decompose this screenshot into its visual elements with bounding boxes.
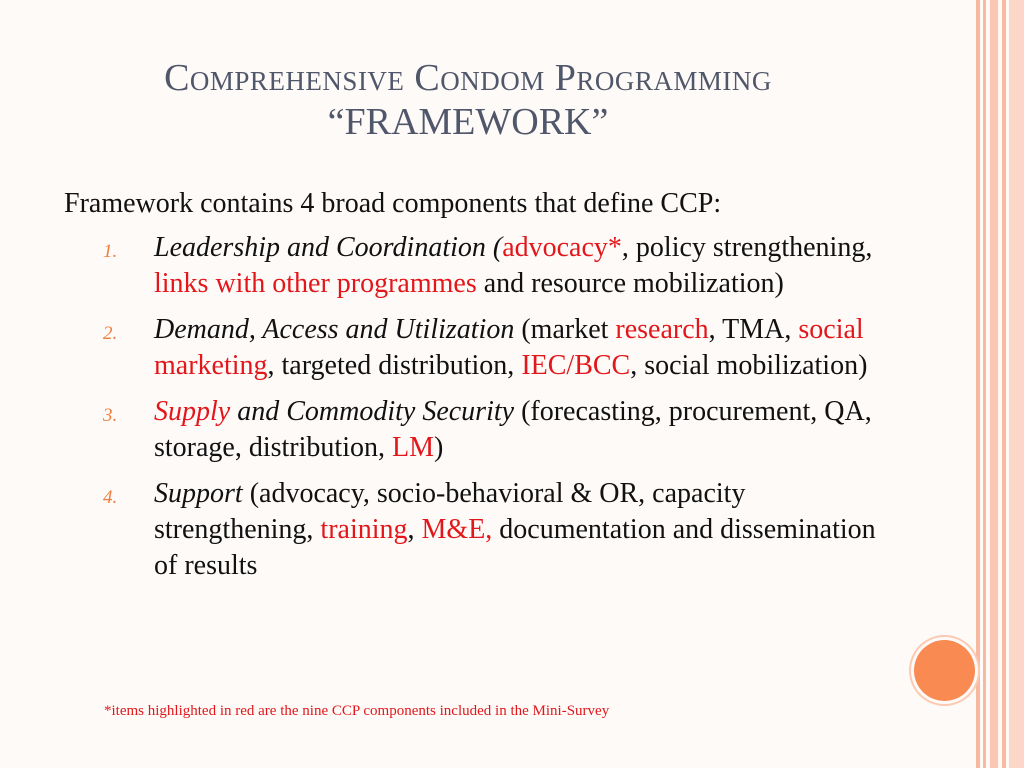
item-number: 1. <box>103 241 118 262</box>
item-text: , targeted distribution, <box>267 350 522 381</box>
item-heading: and Commodity Security <box>230 396 515 427</box>
footnote-star: * <box>104 703 112 719</box>
item-heading: Leadership and Coordination ( <box>154 232 503 263</box>
item-text: (forecasting, procurement, QA, storage, distribution, <box>154 396 872 463</box>
list-item <box>64 394 904 466</box>
item-text: (market <box>514 314 616 345</box>
highlighted-text: research <box>615 314 709 345</box>
item-text: , social mobilization) <box>630 350 868 381</box>
item-heading: Support <box>154 478 243 509</box>
slide-title <box>0 56 936 144</box>
item-text: and resource mobilization) <box>476 268 784 299</box>
title-line-1: Comprehensive Condom Programming <box>164 57 772 99</box>
highlighted-text: Supply <box>154 396 231 427</box>
list-item <box>64 230 904 302</box>
edge-stripe <box>976 0 980 768</box>
item-text: (advocacy, socio-behavioral & OR, capacity strengthening, <box>154 478 746 545</box>
intro-text: Framework contains 4 broad components that define CCP: <box>64 188 722 219</box>
item-number: 2. <box>103 323 118 344</box>
highlighted-text: LM <box>391 432 434 463</box>
item-number: 3. <box>103 405 118 426</box>
title-line-2: “FRAMEWORK” <box>327 101 609 143</box>
highlighted-text: links with other programmes <box>154 268 477 299</box>
item-text: , <box>407 514 422 545</box>
component-list <box>64 230 904 584</box>
footnote <box>104 702 609 720</box>
highlighted-text: IEC/BCC <box>521 350 631 381</box>
item-text: ) <box>433 432 444 463</box>
edge-stripe <box>990 0 998 768</box>
item-text: , TMA, <box>708 314 799 345</box>
footnote-text: items highlighted in red are the nine CCP components included in the Mini-Survey <box>111 703 610 719</box>
item-text: documentation and dissemination of results <box>154 514 876 581</box>
edge-stripe <box>1002 0 1006 768</box>
highlighted-text: training <box>320 514 408 545</box>
item-heading: Demand, Access and Utilization <box>154 314 515 345</box>
item-number: 4. <box>103 487 118 508</box>
highlighted-text: advocacy* <box>502 232 622 263</box>
accent-circle <box>914 640 975 701</box>
highlighted-text: social marketing <box>154 314 864 381</box>
slide-body <box>64 186 904 594</box>
edge-stripe <box>1009 0 1024 768</box>
item-text: , policy strengthening, <box>621 232 873 263</box>
list-item <box>64 476 904 584</box>
list-item <box>64 312 904 384</box>
edge-stripe <box>983 0 986 768</box>
highlighted-text: M&E, <box>421 514 493 545</box>
